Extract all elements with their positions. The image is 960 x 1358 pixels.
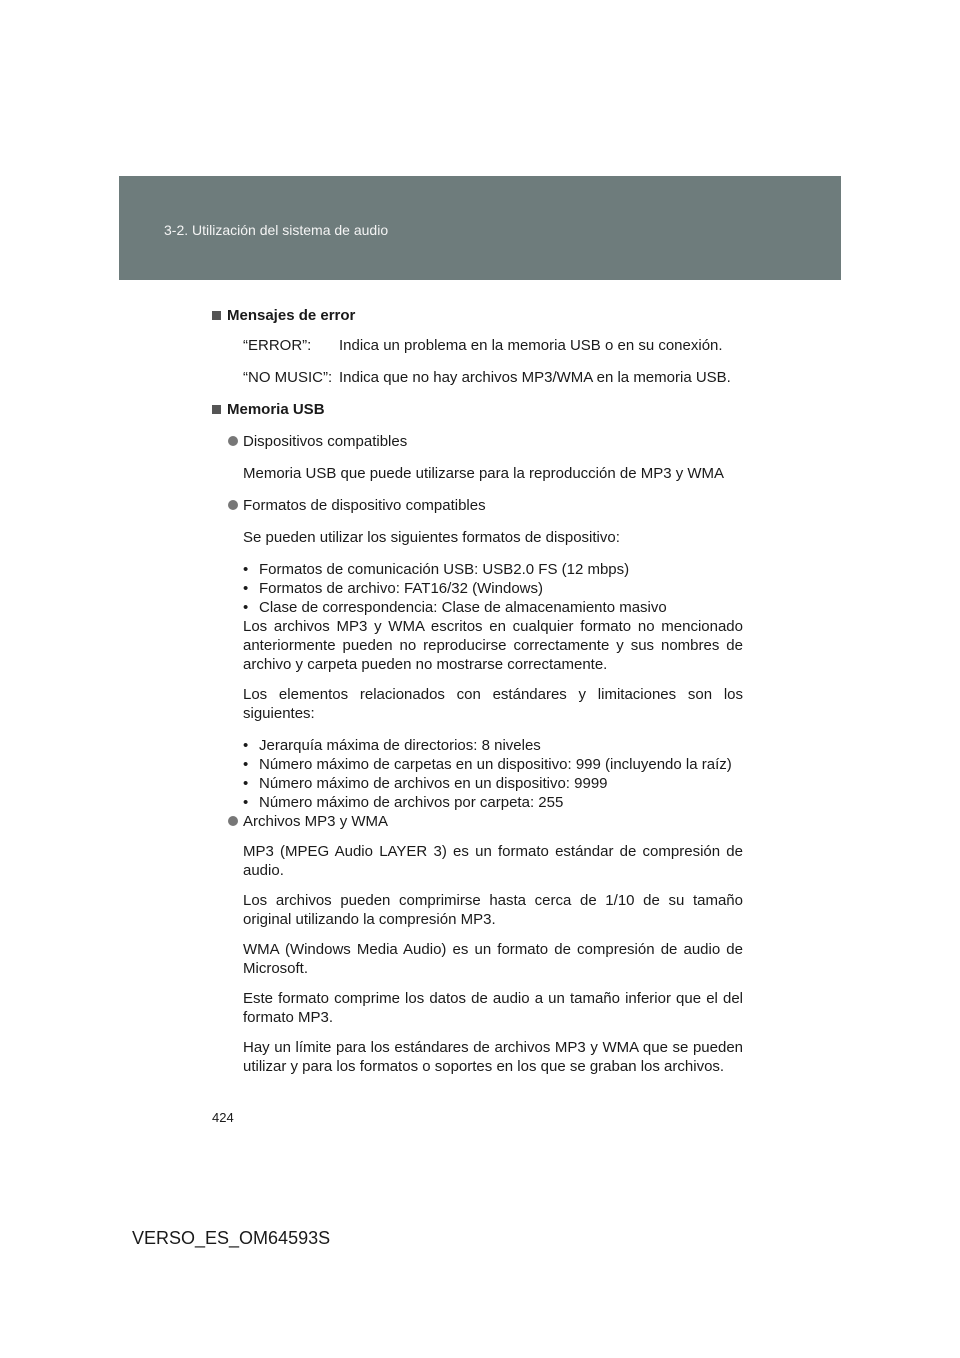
mp3-wma-paragraph: WMA (Windows Media Audio) es un formato de compresión de audio de Microsoft. <box>243 941 743 977</box>
mp3-wma-title <box>228 812 743 831</box>
mp3-wma-paragraph: Los archivos pueden comprimirse hasta cerca de 1/10 de su tamaño original utilizando la compresión MP3. <box>243 892 743 928</box>
list-item: • Formatos de comunicación USB: USB2.0 FS (12 mbps) <box>243 561 630 578</box>
errors-heading-label: Mensajes de error <box>227 307 356 324</box>
compat-formats-title <box>228 496 743 515</box>
compat-formats-intro: Se pueden utilizar los siguientes formatos de dispositivo: <box>243 529 620 546</box>
compat-devices-text: Memoria USB que puede utilizarse para la reproducción de MP3 y WMA <box>243 465 725 482</box>
mp3-wma-label: Archivos MP3 y WMA <box>243 813 389 830</box>
list-item-text: Número máximo de archivos por carpeta: 255 <box>259 794 564 811</box>
list-item-text: Jerarquía máxima de directorios: 8 niveles <box>259 737 541 754</box>
compat-devices-label: Dispositivos compatibles <box>243 433 408 450</box>
list-item: • Formatos de archivo: FAT16/32 (Windows) <box>243 580 543 597</box>
section-title: 3-2. Utilización del sistema de audio <box>164 222 389 238</box>
error-row <box>243 336 743 355</box>
list-item-text: Formatos de comunicación USB: USB2.0 FS (12 mbps) <box>259 561 630 578</box>
page-number: 424 <box>212 1110 234 1125</box>
list-item: • Número máximo de archivos en un dispositivo: 9999 <box>243 775 608 792</box>
limits-list <box>243 736 743 812</box>
list-item: • Número máximo de archivos por carpeta: 255 <box>243 794 564 811</box>
list-item: • Jerarquía máxima de directorios: 8 niveles <box>243 737 541 754</box>
error-text: Indica un problema en la memoria USB o en su conexión. <box>339 337 723 354</box>
error-text: Indica que no hay archivos MP3/WMA en la memoria USB. <box>339 369 731 386</box>
circle-bullet-icon <box>228 500 238 510</box>
list-item-text: Formatos de archivo: FAT16/32 (Windows) <box>259 580 543 597</box>
square-bullet-icon <box>212 311 221 320</box>
list-item: • Clase de correspondencia: Clase de almacenamiento masivo <box>243 599 667 616</box>
compat-devices-title <box>228 432 743 451</box>
usb-heading <box>212 400 743 419</box>
errors-heading <box>212 306 743 325</box>
mp3-wma-paragraph: Hay un límite para los estándares de archivos MP3 y WMA que se pueden utilizar y para los formatos o soportes en los que se graban los archivos. <box>243 1039 743 1075</box>
list-item-text: Clase de correspondencia: Clase de almacenamiento masivo <box>259 599 667 616</box>
compat-formats-label: Formatos de dispositivo compatibles <box>243 497 486 514</box>
formats-note: Los archivos MP3 y WMA escritos en cualquier formato no mencionado anteriormente pueden no reproducirse correctamente y sus nombres de archivo y carpeta pueden no mostrarse correctamente. <box>243 618 743 673</box>
formats-list <box>243 560 743 617</box>
circle-bullet-icon <box>228 436 238 446</box>
circle-bullet-icon <box>228 816 238 826</box>
document-code: VERSO_ES_OM64593S <box>132 1228 331 1248</box>
mp3-wma-paragraph: Este formato comprime los datos de audio a un tamaño inferior que el del formato MP3. <box>243 990 743 1026</box>
mp3-wma-paragraph: MP3 (MPEG Audio LAYER 3) es un formato estándar de compresión de audio. <box>243 843 743 879</box>
error-code: “ERROR”: <box>243 337 312 354</box>
list-item-text: Número máximo de carpetas en un dispositivo: 999 (incluyendo la raíz) <box>259 756 732 773</box>
error-code: “NO MUSIC”: <box>243 369 333 386</box>
usb-heading-label: Memoria USB <box>227 401 325 418</box>
list-item-text: Número máximo de archivos en un dispositivo: 9999 <box>259 775 608 792</box>
square-bullet-icon <box>212 405 221 414</box>
error-row <box>243 368 743 387</box>
list-item: • Número máximo de carpetas en un dispositivo: 999 (incluyendo la raíz) <box>243 756 732 773</box>
page-content <box>212 306 743 1076</box>
limits-intro: Los elementos relacionados con estándares y limitaciones son los siguientes: <box>243 686 743 722</box>
